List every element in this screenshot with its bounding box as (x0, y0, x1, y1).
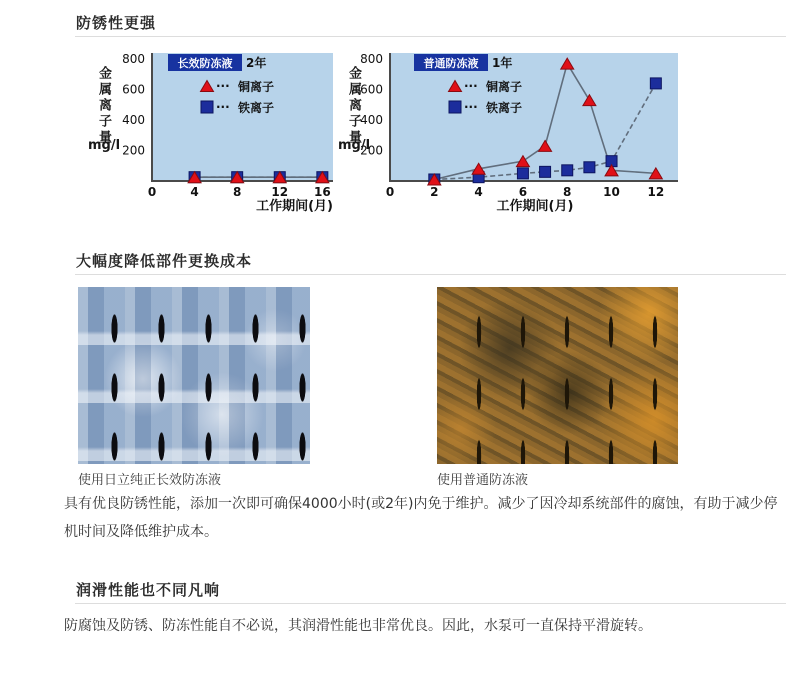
svg-text:2: 2 (430, 185, 439, 199)
y-axis-label: 金属离子量 (346, 66, 361, 146)
section-heading-rust: 防锈性更强 (76, 14, 157, 32)
svg-text:4: 4 (474, 185, 483, 199)
photo-long-life-coolant-radiator (78, 287, 310, 464)
heading-divider (75, 603, 786, 604)
svg-text:600: 600 (122, 82, 145, 97)
svg-text:600: 600 (360, 82, 383, 97)
svg-text:···: ··· (216, 100, 230, 114)
svg-text:200: 200 (360, 143, 383, 158)
svg-text:12: 12 (647, 185, 665, 199)
svg-text:铁离子: 铁离子 (486, 101, 523, 115)
heading-divider (75, 36, 786, 37)
svg-text:···: ··· (464, 79, 478, 93)
lubrication-paragraph: 防腐蚀及防锈、防冻性能自不必说，其润滑性能也非常优良。因此，水泵可一直保持平滑旋转。 (64, 618, 652, 634)
svg-text:400: 400 (360, 113, 383, 127)
svg-text:1年: 1年 (492, 56, 513, 70)
y-axis-unit: mg/l (88, 138, 121, 153)
svg-text:16: 16 (314, 185, 331, 199)
svg-text:12: 12 (271, 185, 289, 199)
svg-text:普通防冻液: 普通防冻液 (423, 57, 479, 70)
svg-text:8: 8 (232, 185, 242, 199)
svg-text:···: ··· (464, 100, 478, 114)
svg-text:6: 6 (518, 185, 528, 199)
svg-text:800: 800 (360, 52, 383, 66)
svg-text:0: 0 (385, 185, 395, 199)
svg-text:工作期间(月): 工作期间(月) (256, 199, 333, 214)
photo-ordinary-coolant-radiator (437, 287, 678, 464)
svg-text:长效防冻液: 长效防冻液 (177, 57, 233, 70)
svg-text:铜离子: 铜离子 (238, 80, 275, 94)
heading-divider (75, 274, 786, 275)
photo-caption-long-life: 使用日立纯正长效防冻液 (78, 473, 222, 488)
svg-text:0: 0 (147, 185, 157, 199)
svg-text:800: 800 (122, 52, 145, 66)
y-axis-unit: mg/l (338, 138, 371, 153)
section-heading-cost: 大幅度降低部件更换成本 (76, 252, 253, 270)
svg-text:10: 10 (603, 185, 620, 199)
svg-text:4: 4 (190, 185, 199, 199)
photo-caption-ordinary: 使用普通防冻液 (437, 473, 529, 488)
section-heading-lubrication: 润滑性能也不同凡响 (76, 581, 221, 599)
cost-paragraph: 具有优良防锈性能，添加一次即可确保4000小时(或2年)内免于维护。减少了因冷却系统部件的腐蚀，有助于减少停机时间及降低维护成本。 (64, 496, 778, 540)
svg-text:工作期间(月): 工作期间(月) (496, 199, 574, 214)
y-axis-label: 金属离子量 (96, 66, 111, 146)
svg-text:2年: 2年 (246, 56, 267, 70)
chart-long-life-antifreeze (88, 48, 338, 216)
svg-text:8: 8 (563, 185, 572, 199)
chart-ordinary-antifreeze (340, 48, 684, 216)
svg-text:···: ··· (216, 79, 230, 93)
svg-text:铁离子: 铁离子 (238, 101, 275, 115)
svg-text:400: 400 (122, 113, 145, 127)
svg-text:铜离子: 铜离子 (486, 80, 523, 94)
svg-text:200: 200 (122, 143, 145, 158)
